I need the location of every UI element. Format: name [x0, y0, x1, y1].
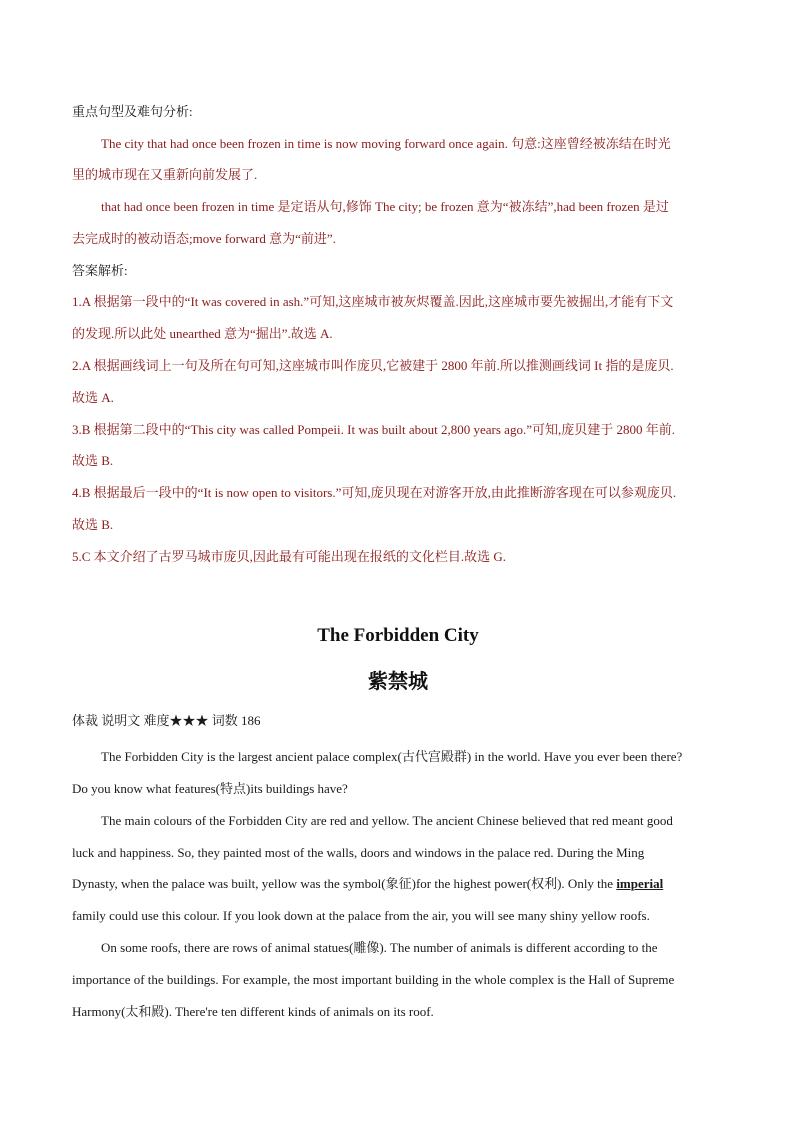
answer-line: 4.B 根据最后一段中的“It is now open to visitors.”可知,庞贝现在对游客开放,由此推断游客现在可以参观庞贝. — [72, 485, 677, 500]
article-paragraph-line: luck and happiness. So, they painted most of the walls, doors and windows in the palace red. During the Ming — [72, 845, 645, 860]
underlined-keyword: imperial — [616, 876, 664, 891]
answer-line: 故选 B. — [72, 453, 114, 468]
analysis-line: The city that had once been frozen in time is now moving forward once again. 句意:这座曾经被冻结在时光 — [101, 136, 671, 151]
paragraph-text: Dynasty, when the palace was built, yellow was the symbol(象征)for the highest power(权利). Only the — [72, 876, 617, 891]
article-paragraph-line: Harmony(太和殿). There're ten different kinds of animals on its roof. — [72, 1004, 434, 1019]
article-paragraph-line: Do you know what features(特点)its buildings have? — [72, 781, 348, 796]
answer-line: 3.B 根据第二段中的“This city was called Pompeii. It was built about 2,800 years ago.”可知,庞贝建于 2800 年前. — [72, 422, 675, 437]
article-paragraph-line: importance of the buildings. For example, the most important building in the whole complex is the Hall of Supreme — [72, 972, 675, 987]
article-paragraph-line: The main colours of the Forbidden City are red and yellow. The ancient Chinese believed that red meant good — [101, 813, 673, 828]
answer-line: 5.C 本文介绍了古罗马城市庞贝,因此最有可能出现在报纸的文化栏目.故选 G. — [72, 549, 507, 564]
analysis-line: 里的城市现在又重新向前发展了. — [72, 167, 258, 182]
answer-line: 2.A 根据画线词上一句及所在句可知,这座城市叫作庞贝,它被建于 2800 年前.所以推测画线词 It 指的是庞贝. — [72, 358, 674, 373]
analysis-line: that had once been frozen in time 是定语从句,修饰 The city; be frozen 意为“被冻结”,had been frozen 是过 — [101, 199, 669, 214]
answer-line: 故选 B. — [72, 517, 114, 532]
article-paragraph-line: The Forbidden City is the largest ancient palace complex(古代宫殿群) in the world. Have you ever been there? — [101, 749, 683, 764]
article-title-chinese: 紫禁城 — [368, 669, 428, 693]
answer-line: 的发现.所以此处 unearthed 意为“掘出”.故选 A. — [72, 326, 333, 341]
article-paragraph-line — [72, 876, 663, 892]
answer-line: 1.A 根据第一段中的“It was covered in ash.”可知,这座城市被灰烬覆盖.因此,这座城市要先被掘出,才能有下文 — [72, 294, 674, 309]
article-meta: 体裁 说明文 难度★★★ 词数 186 — [72, 713, 261, 728]
article-paragraph-line: family could use this colour. If you look down at the palace from the air, you will see many shiny yellow roofs. — [72, 908, 650, 923]
article-paragraph-line: On some roofs, there are rows of animal statues(雕像). The number of animals is different according to the — [101, 940, 658, 955]
article-title-english: The Forbidden City — [317, 625, 479, 646]
analysis-heading: 重点句型及难句分析: — [72, 104, 193, 119]
answers-heading: 答案解析: — [72, 263, 128, 278]
analysis-line: 去完成时的被动语态;move forward 意为“前进”. — [72, 231, 336, 246]
answer-line: 故选 A. — [72, 390, 114, 405]
